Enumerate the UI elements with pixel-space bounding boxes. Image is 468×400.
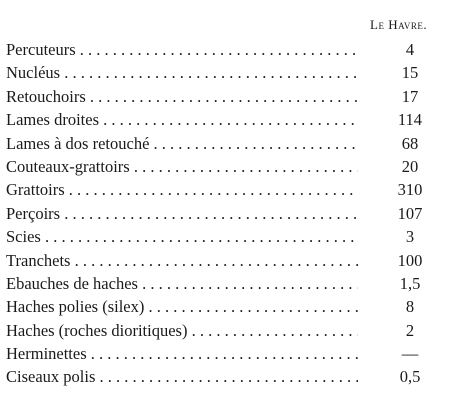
- row-value: 100: [397, 250, 423, 270]
- table-row: [0, 225, 468, 248]
- row-value: 17: [401, 86, 419, 106]
- row-value: 3: [405, 227, 415, 247]
- table-row: [0, 132, 468, 155]
- table-row: [0, 38, 468, 61]
- table-row: [0, 108, 468, 131]
- row-value: 114: [397, 110, 423, 130]
- row-value: 2: [405, 320, 415, 340]
- table-row: [0, 295, 468, 318]
- row-value: —: [401, 344, 419, 364]
- row-label: Herminettes . . .: [6, 342, 358, 365]
- row-label: Tranchets . . .: [6, 249, 358, 272]
- table-row: [0, 319, 468, 342]
- row-value: 0,5: [399, 367, 421, 387]
- row-label: Lames droites . . .: [6, 108, 358, 131]
- inventory-table: [0, 38, 468, 389]
- row-label: Scies . . .: [6, 225, 358, 248]
- row-label: Grattoirs . . .: [6, 178, 358, 201]
- table-row: [0, 342, 468, 365]
- table-row: [0, 61, 468, 84]
- row-label: Ciseaux polis . . .: [6, 365, 358, 388]
- row-label: Nucléus . . .: [6, 61, 358, 84]
- row-label: Haches (roches dioritiques) . . .: [6, 319, 358, 342]
- row-label: Lames à dos retouché . . .: [6, 132, 358, 155]
- table-row: [0, 85, 468, 108]
- row-value: 1,5: [399, 273, 421, 293]
- column-header-le-havre: Le Havre.: [370, 17, 428, 32]
- row-label: Haches polies (silex) . . .: [6, 295, 358, 318]
- row-value: 68: [401, 133, 419, 153]
- row-label: Percuteurs . . .: [6, 38, 358, 61]
- table-row: [0, 365, 468, 388]
- row-value: 4: [405, 40, 415, 59]
- row-value: 8: [405, 297, 415, 317]
- row-label: Couteaux-grattoirs . . .: [6, 155, 358, 178]
- row-value: 15: [401, 63, 419, 83]
- row-label: Ebauches de haches . . .: [6, 272, 358, 295]
- row-label: Perçoirs . . .: [6, 202, 358, 225]
- row-value: 310: [397, 180, 423, 200]
- table-row: [0, 202, 468, 225]
- row-value: 20: [401, 156, 419, 176]
- row-value: 107: [397, 203, 423, 223]
- row-label: Retouchoirs . . .: [6, 85, 358, 108]
- table-row: [0, 155, 468, 178]
- table-row: [0, 249, 468, 272]
- table-row: [0, 178, 468, 201]
- table-row: [0, 272, 468, 295]
